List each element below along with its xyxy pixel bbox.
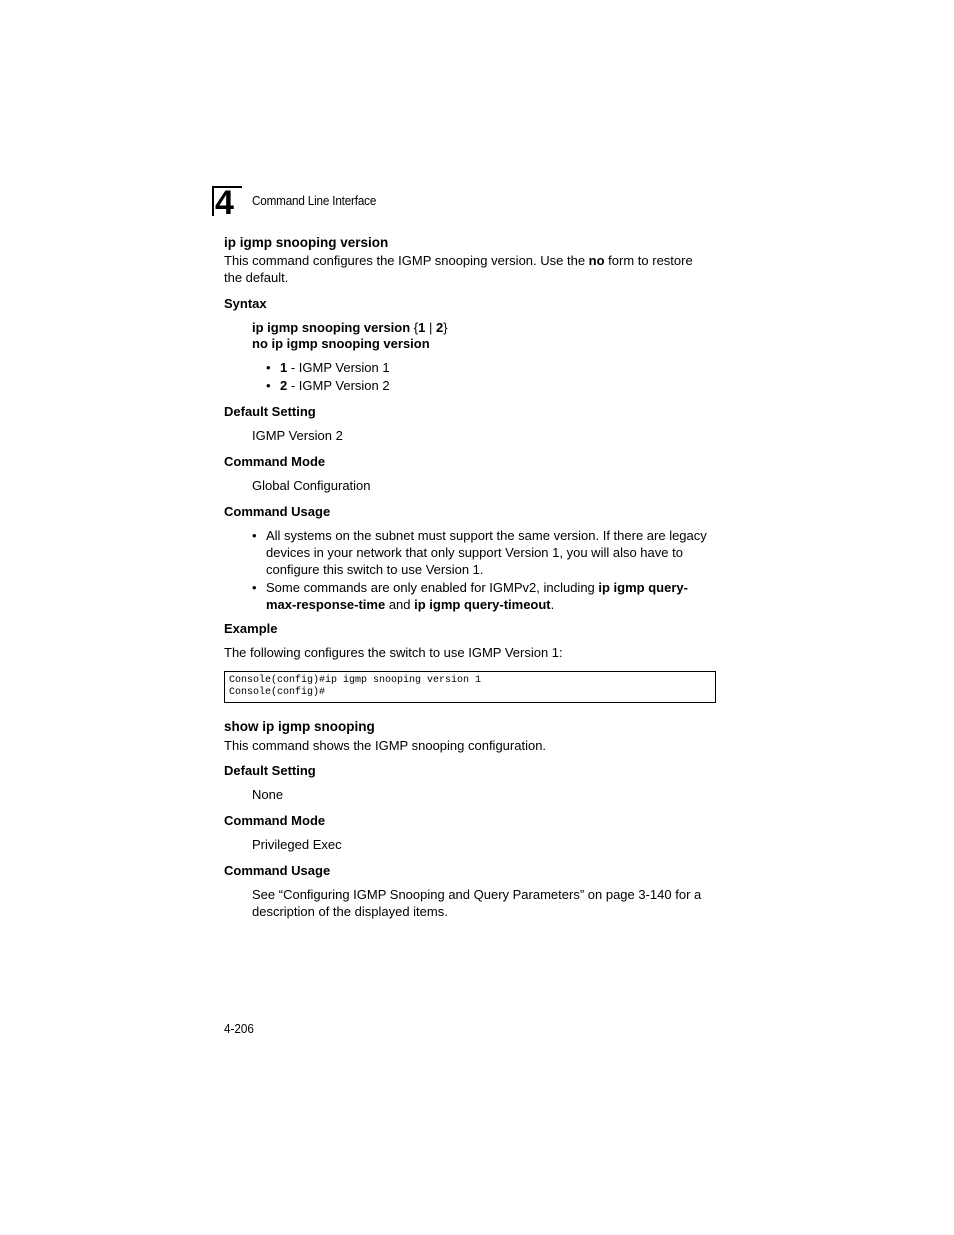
syntax-heading: Syntax <box>224 296 267 311</box>
command-mode-heading: Command Mode <box>224 813 326 828</box>
command-description: This command shows the IGMP snooping configuration. <box>224 738 547 753</box>
default-setting-heading: Default Setting <box>224 404 316 419</box>
default-setting-heading: Default Setting <box>224 763 316 778</box>
command-usage-heading: Command Usage <box>224 504 331 519</box>
command-title-ip-igmp-snooping-version: ip igmp snooping version <box>224 235 389 250</box>
list-item: • 2 - IGMP Version 2 <box>266 377 390 394</box>
syntax-line-1: ip igmp snooping version {1 | 2} <box>252 320 448 335</box>
code-line: Console(config)#ip igmp snooping version 1 <box>229 675 482 686</box>
default-setting-value: IGMP Version 2 <box>252 428 343 443</box>
code-example-box <box>224 671 716 703</box>
command-usage-heading: Command Usage <box>224 863 331 878</box>
command-mode-value: Privileged Exec <box>252 837 342 852</box>
code-line: Console(config)# <box>229 687 326 698</box>
command-description: This command configures the IGMP snooping version. Use the no form to restore the default. <box>224 253 693 285</box>
command-mode-value: Global Configuration <box>252 478 371 493</box>
chapter-number: 4 <box>212 186 242 216</box>
chapter-title: Command Line Interface <box>252 193 377 208</box>
example-heading: Example <box>224 621 278 636</box>
list-item: • 1 - IGMP Version 1 <box>266 359 390 376</box>
example-intro: The following configures the switch to use IGMP Version 1: <box>224 645 563 660</box>
page-number: 4-206 <box>224 1021 254 1036</box>
syntax-options-list <box>266 359 390 395</box>
command-usage-text: See “Configuring IGMP Snooping and Query Parameters” on page 3-140 for a description of the displayed items. <box>252 887 702 919</box>
command-mode-heading: Command Mode <box>224 454 326 469</box>
command-usage-list <box>252 527 718 614</box>
command-title-show-ip-igmp-snooping: show ip igmp snooping <box>224 719 375 734</box>
list-item: • Some commands are only enabled for IGMPv2, including ip igmp query-max-response-time and ip igmp query-timeout. <box>252 579 718 613</box>
default-setting-value: None <box>252 787 284 802</box>
syntax-line-2: no ip igmp snooping version <box>252 336 430 351</box>
list-item: • All systems on the subnet must support the same version. If there are legacy devices in your network that only support Version 1, you will also have to configure this switch to use Version 1. <box>252 527 718 578</box>
